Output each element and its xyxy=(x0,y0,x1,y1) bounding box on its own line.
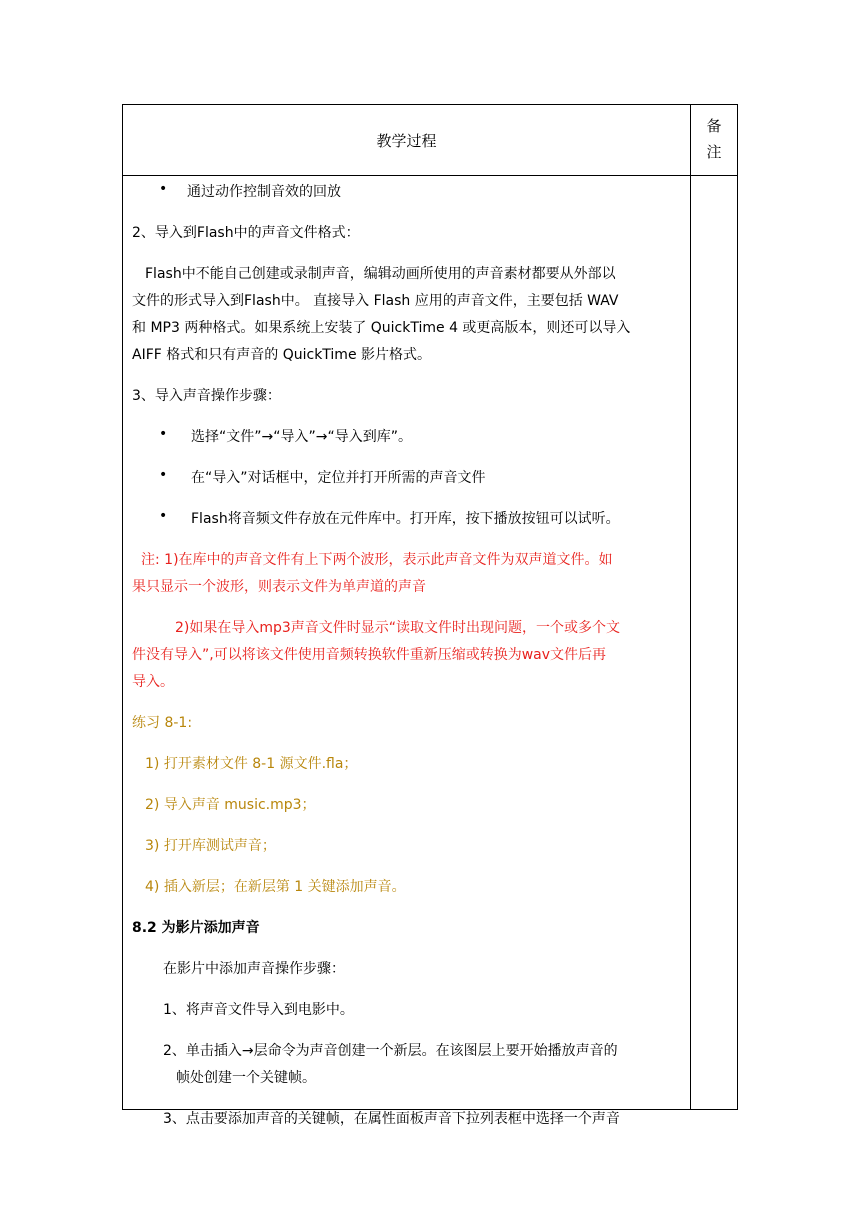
step-text: 选择“文件”→“导入”→“导入到库”。 xyxy=(191,429,412,445)
exercise-item: 3) 打开库测试声音； xyxy=(145,838,276,854)
note-line: 果只显示一个波形，则表示文件为单声道的声音 xyxy=(132,579,426,595)
paragraph-line: 文件的形式导入到Flash中。 直接导入 Flash 应用的声音文件，主要包括 WAV xyxy=(132,293,619,309)
paragraph-line: 在影片中添加声音操作步骤： xyxy=(163,961,345,977)
bullet-text: 通过动作控制音效的回放 xyxy=(187,184,341,200)
step-text: 3、点击要添加声音的关键帧，在属性面板声音下拉列表框中选择一个声音 xyxy=(163,1111,620,1127)
bullet-icon: • xyxy=(159,508,168,524)
notes-header-char-1: 备 xyxy=(706,117,722,135)
step-text: 1、将声音文件导入到电影中。 xyxy=(163,1002,354,1018)
paragraph-line: AIFF 格式和只有声音的 QuickTime 影片格式。 xyxy=(132,347,432,363)
section-heading: 8.2 为影片添加声音 xyxy=(132,920,260,936)
paragraph-line: 和 MP3 两种格式。如果系统上安装了 QuickTime 4 或更高版本，则还可以导入 xyxy=(132,320,631,336)
paragraph-line: Flash中不能自己创建或录制声音，编辑动画所使用的声音素材都要从外部以 xyxy=(145,266,616,282)
bullet-icon: • xyxy=(159,467,168,483)
note-line: 2)如果在导入mp3声音文件时显示“读取文件时出现问题，一个或多个文 xyxy=(175,620,621,636)
section-title: 3、导入声音操作步骤： xyxy=(132,388,281,404)
step-text: 帧处创建一个关键帧。 xyxy=(176,1070,316,1086)
column-header-process: 教学过程 xyxy=(376,131,437,150)
exercise-item: 2) 导入声音 music.mp3； xyxy=(145,797,316,813)
section-title: 2、导入到Flash中的声音文件格式： xyxy=(132,225,360,241)
exercise-item: 1) 打开素材文件 8-1 源文件.fla； xyxy=(145,756,358,772)
column-header-notes xyxy=(691,113,737,165)
note-line: 注: 1)在库中的声音文件有上下两个波形，表示此声音文件为双声道文件。如 xyxy=(141,552,613,568)
note-line: 件没有导入”,可以将该文件使用音频转换软件重新压缩或转换为wav文件后再 xyxy=(132,647,607,663)
notes-header-char-2: 注 xyxy=(706,143,722,161)
step-text: 2、单击插入→层命令为声音创建一个新层。在该图层上要开始播放声音的 xyxy=(163,1043,618,1059)
exercise-title: 练习 8-1: xyxy=(132,715,193,731)
lesson-table xyxy=(122,104,738,1127)
exercise-item: 4) 插入新层；在新层第 1 关键添加声音。 xyxy=(145,879,406,895)
step-text: 在“导入”对话框中，定位并打开所需的声音文件 xyxy=(191,470,486,486)
step-text: Flash将音频文件存放在元件库中。打开库，按下播放按钮可以试听。 xyxy=(191,511,620,527)
bullet-icon: • xyxy=(159,426,168,442)
note-line: 导入。 xyxy=(132,674,174,690)
bullet-icon: • xyxy=(159,181,168,197)
column-divider xyxy=(690,105,691,1109)
header-divider xyxy=(123,175,737,176)
